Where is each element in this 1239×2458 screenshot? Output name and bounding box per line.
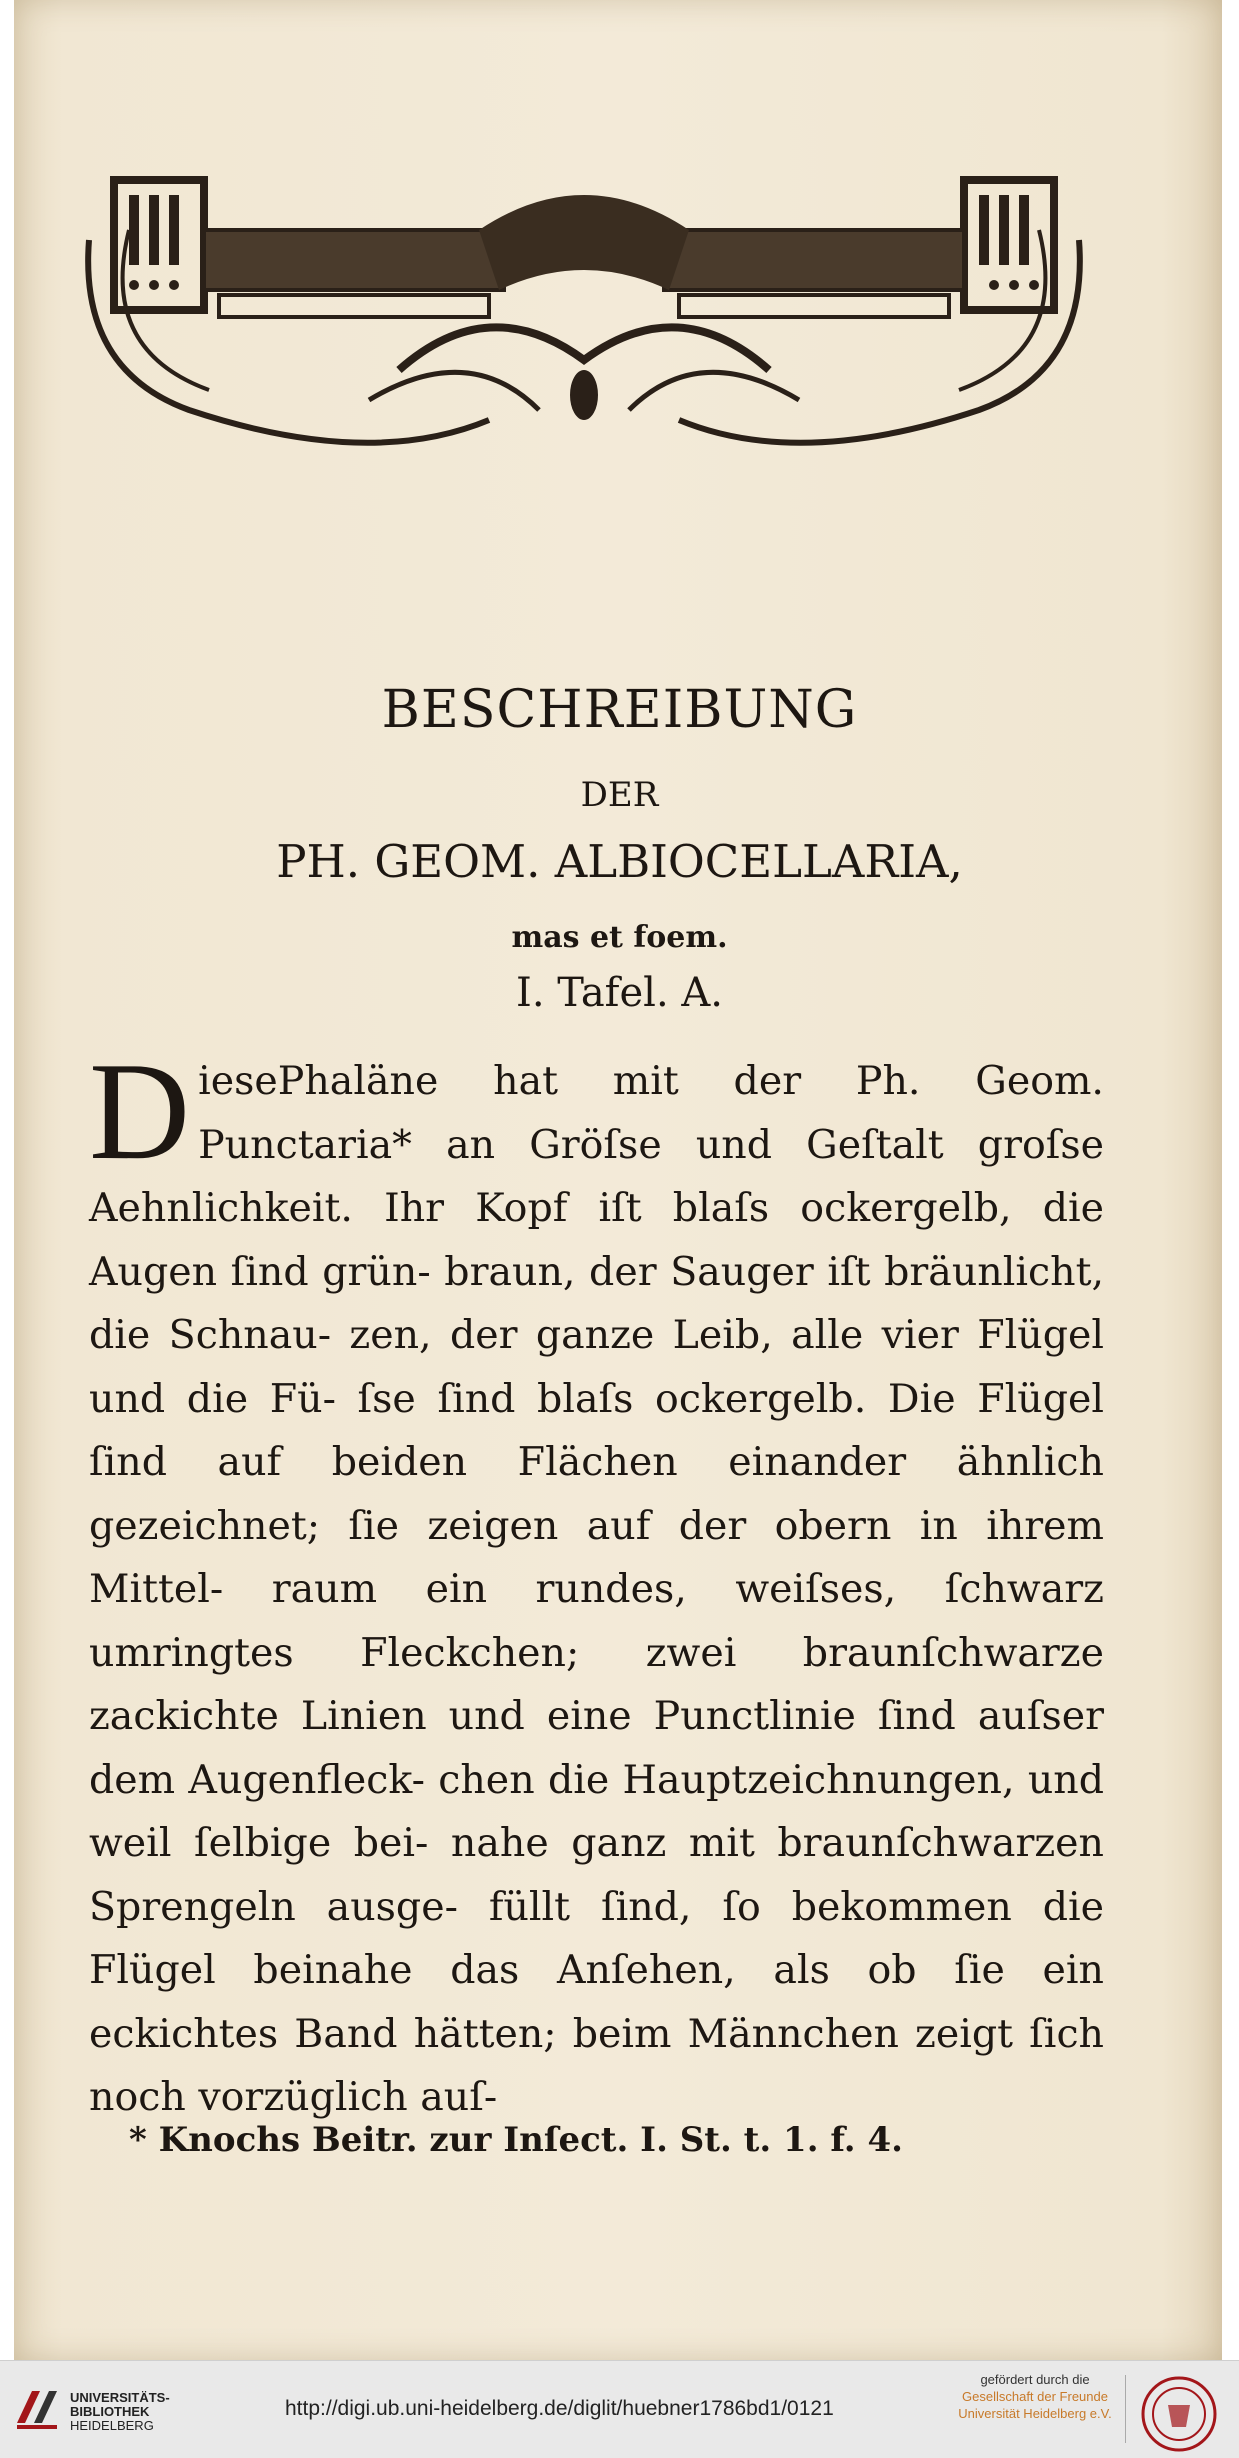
body-line: füllt ſind, ſo bekommen die Flügel beinahe das [89,1883,1104,1993]
body-line: beiden Flächen einander ähnlich gezeichnet; [89,1439,1104,1549]
body-line: braun, der Sauger iſt bräunlicht, die Schnau- [89,1248,1104,1358]
sex-note: mas et foem. [511,920,728,955]
document-url-link[interactable]: http://digi.ub.uni-heidelberg.de/diglit/huebner1786bd1/0121 [285,2397,834,2420]
body-line: nahe ganz mit braunſchwarzen Sprengeln ausge- [89,1820,1104,1930]
body-line: Anſehen, als ob ſie ein eckichtes Band hätten; [89,1947,1104,2057]
body-line: iesePhaläne hat mit der Ph. Geom. Punctaria* [198,1058,1104,1168]
library-name: UNIVERSITÄTS- BIBLIOTHEK HEIDELBERG [70,2390,170,2433]
body-line: Kopf iſt blaſs ockergelb, die Augen ſind grün- [89,1185,1104,1295]
body-line: ſse ſind blaſs ockergelb. Die Flügel ſind auf [89,1375,1104,1485]
body-line: und eine Punctlinie ſind auſser dem Augenfleck- [89,1693,1104,1803]
species-name: PH. GEOM. ALBIOCELLARIA, [276,835,963,888]
body-line: chen die Hauptzeichnungen, und weil ſelbige bei- [89,1756,1104,1866]
footer-bar [0,2360,1239,2458]
scanned-page [14,0,1222,2360]
body-line: an Gröſse und Geſtalt groſse Aehnlichkeit. Ihr [89,1121,1104,1231]
university-seal-icon [1140,2375,1218,2453]
footnote: * Knochs Beitr. zur Inſect. I. St. t. 1. f. 4. [129,2120,903,2160]
body-line: Fleckchen; zwei braunſchwarze zackichte Linien [89,1629,1104,1739]
sponsor-note: gefördert durch die Gesellschaft der Freunde Universität Heidelberg e.V. [958,2372,1112,2421]
university-library-logo-icon [12,2383,62,2433]
body-line: raum ein rundes, weiſses, ſchwarz umringtes [89,1566,1104,1676]
heading-beschreibung: BESCHREIBUNG [381,680,858,740]
heading-der: DER [580,775,659,815]
body-line: zen, der ganze Leib, alle vier Flügel und die Fü- [89,1312,1104,1422]
plate-reference: I. Tafel. A. [516,970,723,1016]
body-paragraph [89,1034,1105,2130]
body-line: ſie zeigen auf der obern in ihrem Mittel- [89,1502,1104,1612]
drop-cap: D [89,1034,191,1189]
body-line: beim Männchen zeigt ſich noch vorzüglich auſ- [89,2010,1105,2120]
footer-divider [1125,2375,1126,2443]
decorative-headpiece-ornament [69,170,1099,460]
